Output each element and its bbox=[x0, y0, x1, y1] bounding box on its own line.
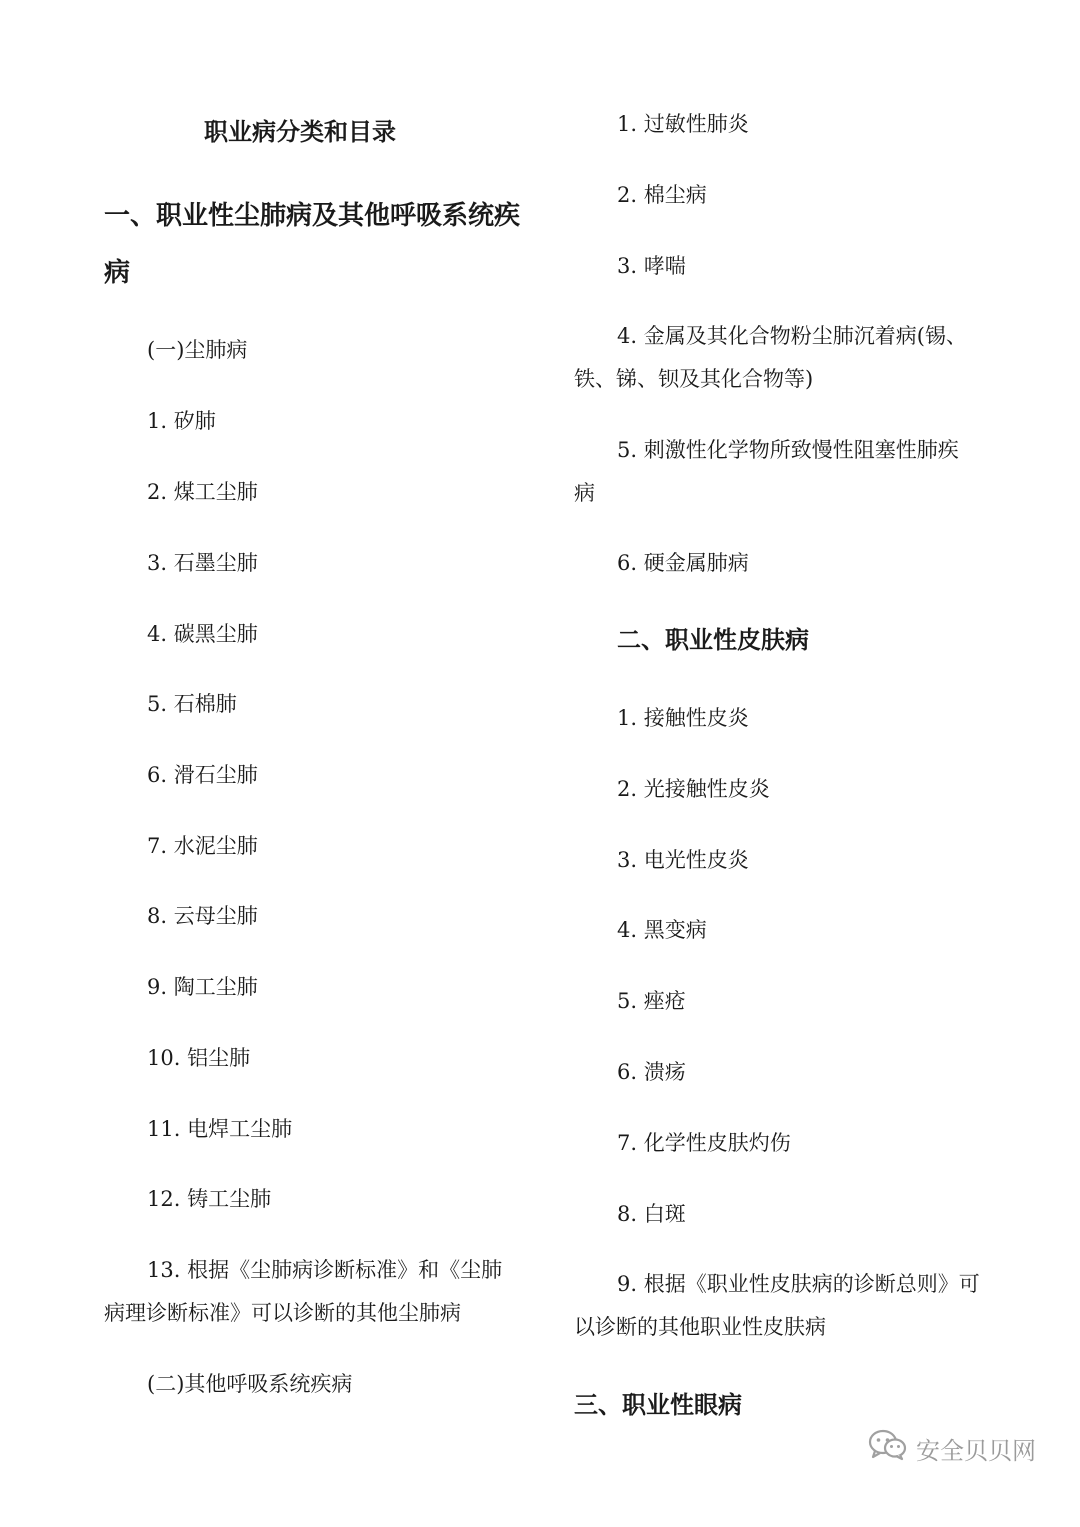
list-item: 5. 痤疮 bbox=[617, 989, 686, 1013]
list-item-13-line1: 13. 根据《尘肺病诊断标准》和《尘肺 bbox=[147, 1258, 503, 1282]
list-item-9-line1: 9. 根据《职业性皮肤病的诊断总则》可 bbox=[617, 1272, 980, 1296]
list-item-13-line2: 病理诊断标准》可以诊断的其他尘肺病 bbox=[104, 1301, 461, 1325]
list-item: 2. 棉尘病 bbox=[617, 183, 707, 207]
sub-heading-pneumoconiosis: (一)尘肺病 bbox=[147, 338, 248, 362]
list-item: 1. 矽肺 bbox=[147, 409, 216, 433]
list-item: 3. 电光性皮炎 bbox=[617, 848, 749, 872]
list-item: 11. 电焊工尘肺 bbox=[147, 1117, 293, 1141]
list-item: 6. 溃疡 bbox=[617, 1060, 686, 1084]
list-item: 7. 化学性皮肤灼伤 bbox=[617, 1131, 791, 1155]
list-item: 12. 铸工尘肺 bbox=[147, 1187, 272, 1211]
section-heading-3: 三、职业性眼病 bbox=[574, 1390, 742, 1419]
section-heading-1-line1: 一、职业性尘肺病及其他呼吸系统疾 bbox=[104, 201, 521, 231]
list-item-5-line2: 病 bbox=[574, 481, 595, 505]
section-heading-1-line2: 病 bbox=[104, 258, 131, 288]
watermark bbox=[868, 1430, 1036, 1466]
list-item: 10. 铝尘肺 bbox=[147, 1046, 251, 1070]
list-item: 3. 哮喘 bbox=[617, 254, 686, 278]
list-item: 5. 石棉肺 bbox=[147, 692, 237, 716]
list-item-5-line1: 5. 刺激性化学物所致慢性阻塞性肺疾 bbox=[617, 438, 959, 462]
list-item: 6. 硬金属肺病 bbox=[617, 551, 749, 575]
list-item-9-line2: 以诊断的其他职业性皮肤病 bbox=[574, 1315, 826, 1339]
list-item: 2. 光接触性皮炎 bbox=[617, 777, 770, 801]
list-item: 2. 煤工尘肺 bbox=[147, 480, 258, 504]
list-item: 4. 碳黑尘肺 bbox=[147, 622, 258, 646]
list-item-4-line1: 4. 金属及其化合物粉尘肺沉着病(锡、 bbox=[617, 324, 967, 348]
list-item-4-line2: 铁、锑、钡及其化合物等) bbox=[574, 367, 814, 391]
wechat-icon bbox=[868, 1429, 908, 1467]
list-item: 1. 过敏性肺炎 bbox=[617, 112, 749, 136]
list-item: 9. 陶工尘肺 bbox=[147, 975, 258, 999]
section-heading-2: 二、职业性皮肤病 bbox=[617, 625, 809, 654]
watermark-text: 安全贝贝网 bbox=[916, 1436, 1036, 1465]
list-item: 8. 云母尘肺 bbox=[147, 904, 258, 928]
list-item: 4. 黑变病 bbox=[617, 918, 707, 942]
list-item: 1. 接触性皮炎 bbox=[617, 706, 749, 730]
list-item: 8. 白斑 bbox=[617, 1202, 686, 1226]
list-item: 6. 滑石尘肺 bbox=[147, 763, 258, 787]
list-item: 3. 石墨尘肺 bbox=[147, 551, 258, 575]
document-title: 职业病分类和目录 bbox=[204, 117, 396, 146]
list-item: 7. 水泥尘肺 bbox=[147, 834, 258, 858]
sub-heading-other-respiratory: (二)其他呼吸系统疾病 bbox=[147, 1372, 353, 1396]
